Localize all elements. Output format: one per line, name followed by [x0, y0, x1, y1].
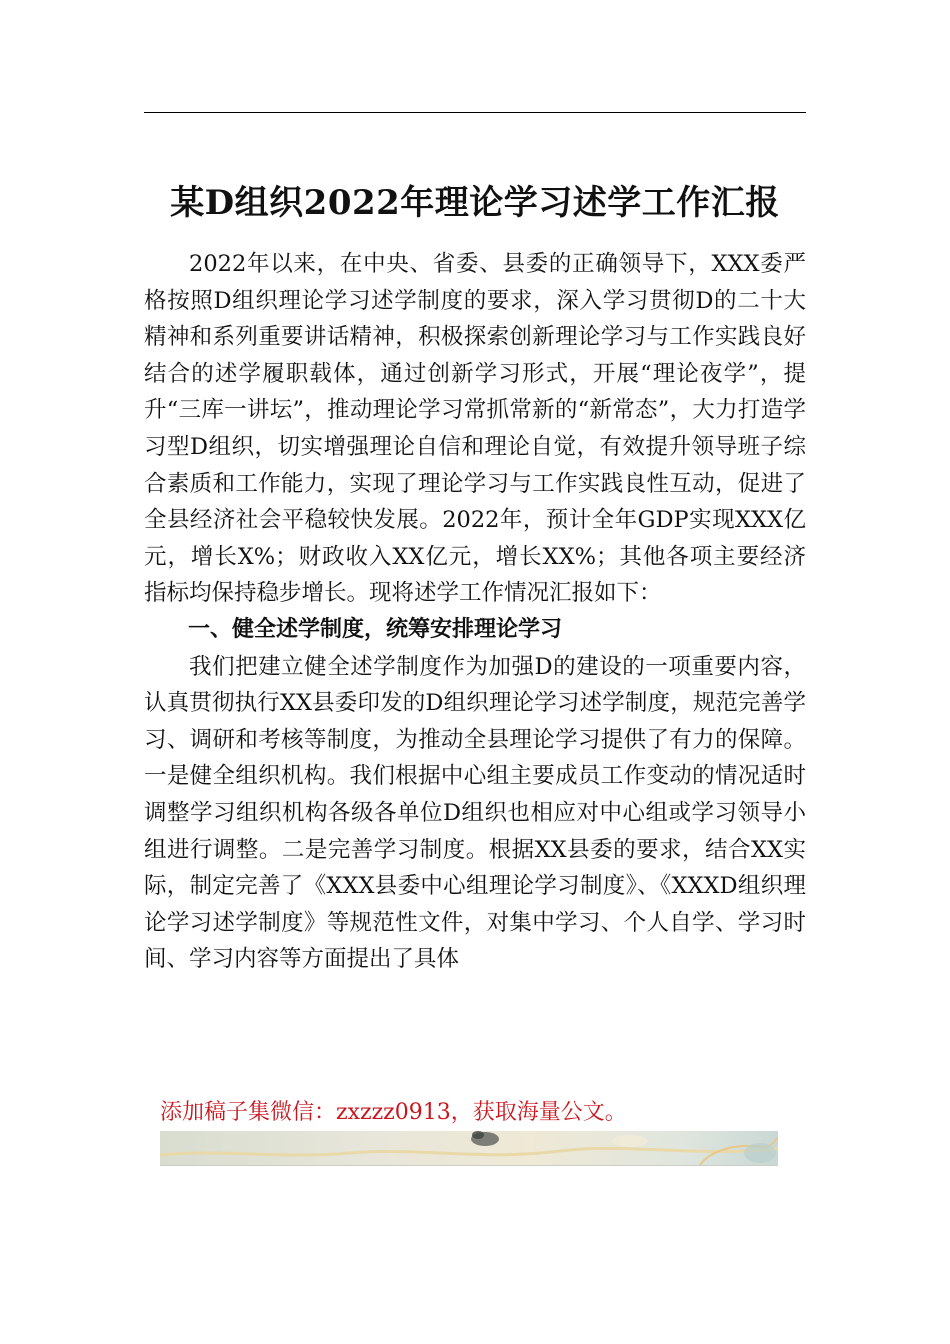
- decorative-banner: [160, 1131, 778, 1166]
- promo-text: 添加稿子集微信：zxzzz0913，获取海量公文。: [160, 1100, 627, 1125]
- document-body: [144, 246, 806, 978]
- document-title: 某D组织2022年理论学习述学工作汇报: [170, 183, 780, 223]
- paragraph-section-1: 我们把建立健全述学制度作为加强D的建设的一项重要内容，认真贯彻执行XX县委印发的D组织理论学习述学制度，规范完善学习、调研和考核等制度，为推动全县理论学习提供了有力的保障。一是健全组织机构。我们根据中心组主要成员工作变动的情况适时调整学习组织机构各级各单位D组织也相应对中心组或学习领导小组进行调整。二是完善学习制度。根据XX县委的要求，结合XX实际，制定完善了《XXX县委中心组理论学习制度》、《XXXD组织理论学习述学制度》等规范性文件，对集中学习、个人自学、学习时间、学习内容等方面提出了具体: [144, 653, 806, 973]
- header-rule: [144, 112, 806, 113]
- section-heading-1: 一、健全述学制度，统筹安排理论学习: [188, 616, 563, 642]
- paragraph-intro: 2022年以来，在中央、省委、县委的正确领导下，XXX委严格按照D组织理论学习述学制度的要求，深入学习贯彻D的二十大精神和系列重要讲话精神，积极探索创新理论学习与工作实践良好结合的述学履职载体，通过创新学习形式，开展“理论夜学”，提升“三库一讲坛”，推动理论学习常抓常新的“新常态”，大力打造学习型D组织，切实增强理论自信和理论自觉，有效提升领导班子综合素质和工作能力，实现了理论学习与工作实践良性互动，促进了全县经济社会平稳较快发展。2022年，预计全年GDP实现XXX亿元，增长X%；财政收入XX亿元，增长XX%；其他各项主要经济指标均保持稳步增长。现将述学工作情况汇报如下：: [144, 251, 806, 607]
- banner-landscape-icon: [160, 1131, 778, 1165]
